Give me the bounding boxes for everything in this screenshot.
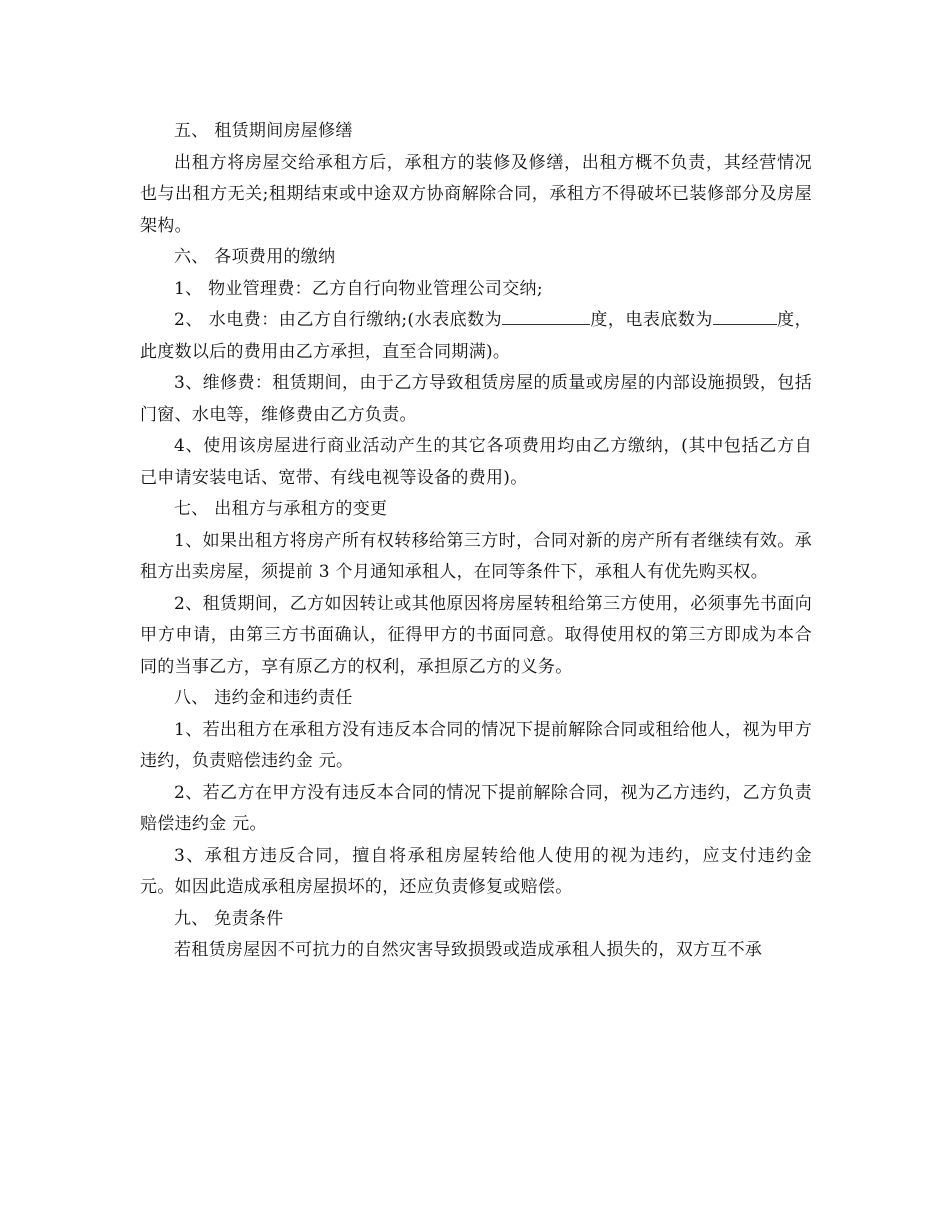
paragraph-lessor-breach: 1、若出租方在承租方没有违反本合同的情况下提前解除合同或租给他人，视为甲方违约，负责赔偿违约金 元。: [140, 719, 812, 771]
paragraph-sublease: 2、租赁期间，乙方如因转让或其他原因将房屋转租给第三方使用，必须事先书面向甲方申请，由第三方书面确认，征得甲方的书面同意。取得使用权的第三方即成为本合同的当事乙方，享有原乙方的权利，承担原乙方的义务。: [140, 593, 812, 677]
paragraph-ownership-transfer: 1、如果出租方将房产所有权转移给第三方时，合同对新的房产所有者继续有效。承租方出卖房屋，须提前 3 个月通知承租人，在同等条件下，承租人有优先购买权。: [140, 530, 812, 582]
paragraph-utility-fee: [140, 305, 812, 368]
utility-fee-prefix: 2、 水电费：由乙方自行缴纳;(水表底数为: [174, 310, 503, 330]
utility-fee-middle: 度，电表底数为: [590, 310, 713, 330]
paragraph-commercial-fee: 4、使用该房屋进行商业活动产生的其它各项费用均由乙方缴纳，(其中包括乙方自己申请安装电话、宽带、有线电视等设备的费用)。: [140, 436, 812, 488]
paragraph-property-fee: 1、 物业管理费：乙方自行向物业管理公司交纳;: [174, 278, 543, 299]
water-meter-blank[interactable]: [502, 308, 590, 325]
electric-meter-blank[interactable]: [713, 308, 777, 325]
utility-fee-suffix: 度，此度数以后的费用由乙方承担，直至合同期满)。: [140, 310, 812, 362]
paragraph-maintenance-fee: 3、维修费：租赁期间，由于乙方导致租赁房屋的质量或房屋的内部设施损毁，包括门窗、水电等，维修费由乙方负责。: [140, 373, 812, 425]
section-heading-six: 六、 各项费用的缴纳: [174, 247, 336, 267]
paragraph-repair: 出租方将房屋交给承租方后，承租方的装修及修缮，出租方概不负责，其经营情况也与出租方无关;租期结束或中途双方协商解除合同，承租方不得破坏已装修部分及房屋架构。: [140, 152, 812, 236]
section-heading-seven: 七、 出租方与承租方的变更: [174, 499, 388, 519]
section-heading-eight: 八、 违约金和违约责任: [174, 688, 353, 708]
paragraph-force-majeure: 若租赁房屋因不可抗力的自然灾害导致损毁或造成承租人损失的，双方互不承: [174, 940, 763, 960]
paragraph-unauthorized-sublease: 3、承租方违反合同，擅自将承租房屋转给他人使用的视为违约，应支付违约金 元。如因此造成承租房屋损坏的，还应负责修复或赔偿。: [140, 845, 812, 897]
paragraph-lessee-breach: 2、若乙方在甲方没有违反本合同的情况下提前解除合同，视为乙方违约，乙方负责赔偿违约金 元。: [140, 782, 812, 834]
section-heading-nine: 九、 免责条件: [174, 908, 284, 929]
section-heading-five: 五、 租赁期间房屋修缮: [174, 121, 353, 141]
